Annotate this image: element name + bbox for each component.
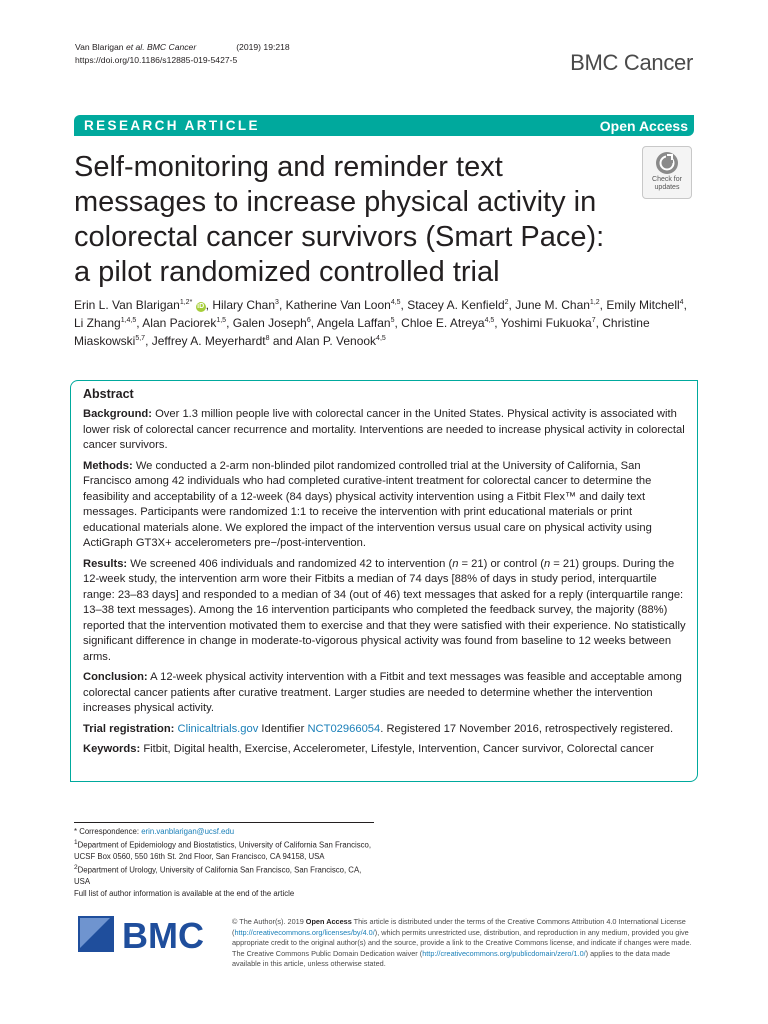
author-affiliation: 4,5: [390, 299, 401, 306]
abstract-trial-registration: Trial registration: Clinicaltrials.gov Identifier NCT02966054. Registered 17 November 2016, retrospectively registered.: [83, 722, 674, 735]
open-access-label: Open Access: [599, 117, 688, 134]
author-affiliation: 3: [275, 299, 279, 306]
footnotes: [74, 822, 379, 899]
author-affiliation: 5,7: [135, 335, 146, 342]
footnote-rule: [74, 822, 374, 823]
check-updates-icon: [655, 151, 679, 175]
bmc-logo: [74, 912, 214, 956]
author-affiliation: 6: [306, 317, 311, 324]
author: [286, 298, 401, 312]
author-affiliation: 1,5: [216, 317, 227, 324]
author-name: Jeffrey A. Meyerhardt: [151, 334, 266, 348]
article-type-band: [74, 115, 694, 136]
author-affiliation: 4: [679, 299, 684, 306]
abstract-keywords: Keywords: Fitbit, Digital health, Exercise, Accelerometer, Lifestyle, Intervention, Cancer survivor, Colorectal cancer: [83, 743, 654, 755]
header-year-volume: (2019) 19:218: [236, 42, 290, 52]
author-name: Emily Mitchell: [606, 298, 680, 312]
abstract-background: Background: Over 1.3 million people live with colorectal cancer in the United States. Physical activity is associated with lower risk of colorectal cancer recurrence and mortality. Interventions are needed to increase physical activity in colorectal cancer survivors.: [83, 408, 685, 451]
abstract-conclusion: Conclusion: A 12-week physical activity intervention with a Fitbit and text messages was feasible and acceptable among colorectal cancer patients after curative treatment. Larger studies are needed to determine whether the intervention increases physical activity.: [83, 671, 682, 714]
author: [501, 316, 596, 330]
author-affiliation: 7: [591, 317, 596, 324]
orcid-icon[interactable]: iD: [197, 303, 205, 310]
abstract-heading: Abstract: [83, 387, 134, 401]
bmc-logo-text: BMC: [122, 915, 204, 956]
correspondence-email[interactable]: erin.vanblarigan@ucsf.edu: [141, 827, 235, 836]
author-name: Li Zhang: [74, 316, 121, 330]
affiliation-1: $^1$Department of Epidemiology and Biostatistics, University of California San Francisco, UCSF Box 0560, 550 16th St. 2nd Floor, San Francisco, CA 94158, USA: [74, 839, 372, 862]
article-type: RESEARCH ARTICLE: [84, 118, 260, 133]
author: [74, 316, 136, 330]
author-affiliation: 1,4,5: [120, 317, 137, 324]
author-name: Katherine Van Loon: [285, 298, 391, 312]
author: [317, 316, 395, 330]
correspondence: * Correspondence: erin.vanblarigan@ucsf.edu: [74, 827, 235, 836]
citation-line: [75, 41, 290, 54]
header-journal: BMC Cancer: [147, 42, 197, 52]
author-info-note: Full list of author information is available at the end of the article: [74, 888, 295, 898]
license-url-1[interactable]: http://creativecommons.org/licenses/by/4.0/: [234, 927, 375, 937]
abstract-results: Results: We screened 406 individuals and randomized 42 to intervention (n = 21) or control (n = 21) groups. During the 12-week study, the intervention arm wore their Fitbits a median of 74 days [88% of days in study period, interquartile range: 23–83 days] and responded to a median of 34 (out of 46) text messages that asked for a reply (interquartile range: 13–38 text messages). Among the 16 intervention participants who completed the feedback survey, the majority (88%) reported that the intervention motivated them to exercise and that they were satisfied with their experience. No statistically significant difference in change in moderate-to-vigorous physical activity was found from baseline to 12 weeks between arms.: [83, 557, 686, 663]
affiliation-2: $^2$Department of Urology, University of California San Francisco, San Francisco, CA, USA: [74, 864, 362, 887]
running-header: [75, 41, 290, 67]
author-name: Alan Paciorek: [142, 316, 217, 330]
author: [407, 298, 508, 312]
author: [515, 298, 599, 312]
check-for-updates-badge[interactable]: [642, 146, 692, 199]
author-affiliation: 4,5: [376, 335, 386, 342]
author-name: June M. Chan: [515, 298, 590, 312]
article-title: Self-monitoring and reminder text messages to increase physical activity in colorectal cancer survivors (Smart Pace): a pilot randomized controlled trial: [74, 151, 605, 288]
journal-brand: BMC Cancer: [570, 50, 693, 75]
author: [296, 334, 386, 348]
header-doi[interactable]: https://doi.org/10.1186/s12885-019-5427-5: [75, 55, 238, 65]
author-affiliation: 2: [504, 299, 509, 306]
author-name: Erin L. Van Blarigan: [74, 298, 180, 312]
header-et-al: et al.: [125, 42, 145, 52]
author-name: Christine Miaskowski: [74, 316, 650, 348]
author-name: Galen Joseph: [232, 316, 307, 330]
author-affiliation: 1,2: [589, 299, 600, 306]
author-name: Chloe E. Atreya: [401, 316, 485, 330]
abstract-box: [70, 380, 698, 782]
author-affiliation: 8: [265, 335, 270, 342]
author-name: Angela Laffan: [316, 316, 391, 330]
author-list: Erin L. Van Blarigan$^{1,2*}$ iD , Hilary Chan$^3$, Katherine Van Loon$^{4,5}$, Stacey A. Kenfield$^2$, June M. Chan$^{1,2}$, Emily Mitchell$^4$, Li Zhang$^{1,4,5}$, Alan Paciorek$^{1,5}$, Galen Joseph$^6$, Angela Laffan$^5$, Chloe E. Atreya$^{4,5}$, Yoshimi Fukuoka$^7$, Christine Miaskowski$^{5,7}$, Jeffrey A. Meyerhardt$^8$ and Alan P. Venook$^{4,5}$: [74, 298, 687, 348]
author: [142, 316, 226, 330]
author: [152, 334, 270, 348]
author: [401, 316, 494, 330]
clinicaltrials-link[interactable]: Clinicaltrials.gov: [177, 722, 259, 735]
license-text: © The Author(s). 2019 Open Access This article is distributed under the terms of the Creative Commons Attribution 4.0 International License (http://creativecommons.org/licenses/by/4.0/), which permits unrestricted use, distribution, and reproduction in any medium, provided you give appropriate credit to the original author(s) and the source, provide a link to the Creative Commons license, and indicate if changes were made. The Creative Commons Public Domain Dedication waiver (http://creativecommons.org/publicdomain/zero/1.0/) applies to the data made available in this article, unless otherwise stated.: [232, 917, 692, 969]
author: [606, 298, 683, 312]
author-affiliation: 1,2*: [179, 299, 193, 306]
abstract-methods: Methods: We conducted a 2-arm non-blinded pilot randomized controlled trial at the University of California, San Francisco among 42 individuals who had completed curative-intent treatment for colorectal cancer to determine the feasibility and acceptability of a 12-week (84 days) physical activity intervention using a Fitbit Flex™ and daily text messages. Participants were randomized 1:1 to receive the intervention with print educational materials or print educational materials alone. We explored the impact of the intervention versus usual care on physical activity using ActiGraph GT3X+ accelerometers pre−/post-intervention.: [83, 459, 652, 549]
author-name: Hilary Chan: [212, 298, 276, 312]
check-updates-label: Check for updates: [652, 176, 682, 191]
author-name: Stacey A. Kenfield: [407, 298, 505, 312]
author: [233, 316, 311, 330]
license-url-2[interactable]: http://creativecommons.org/publicdomain/zero/1.0/: [422, 948, 586, 958]
author: [212, 298, 279, 312]
author-name: Alan P. Venook: [295, 334, 377, 348]
author-name: Yoshimi Fukuoka: [500, 316, 592, 330]
author-affiliation: 5: [390, 317, 395, 324]
author-affiliation: 4,5: [484, 317, 495, 324]
author: [74, 298, 206, 312]
nct-link[interactable]: NCT02966054: [307, 722, 381, 735]
header-authors: Van Blarigan: [75, 42, 124, 52]
